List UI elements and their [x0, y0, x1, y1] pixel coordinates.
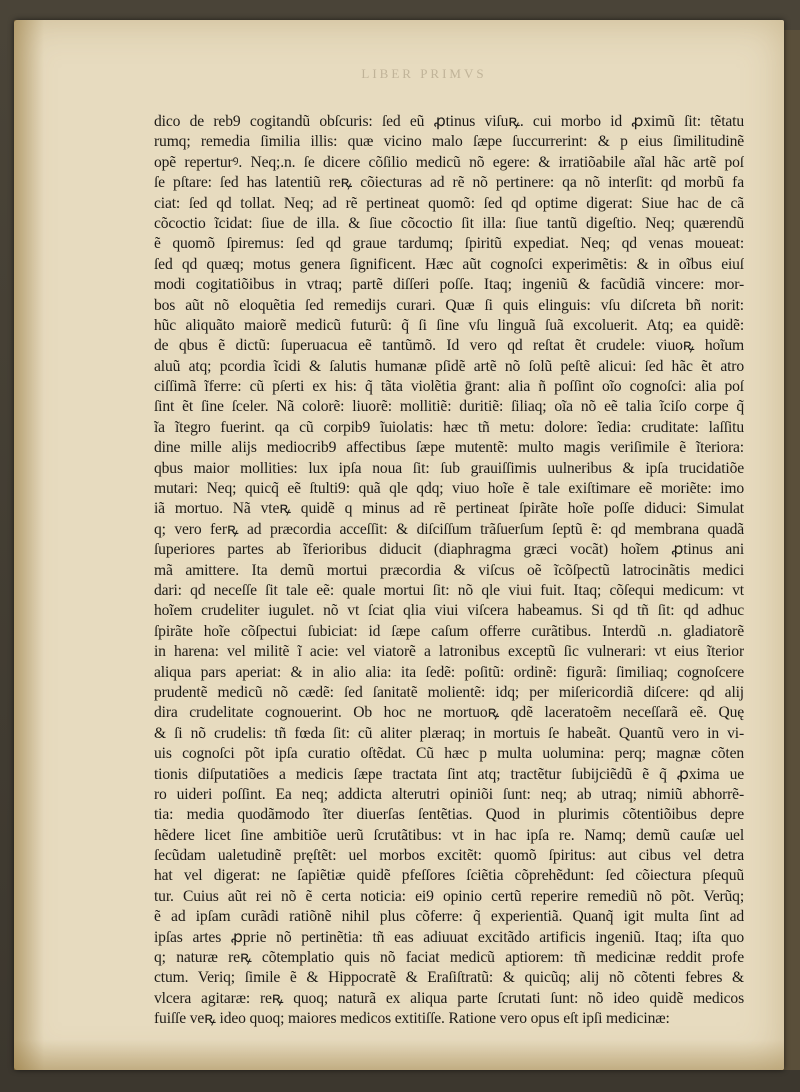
text-line: ẽ ad ipſam curãdi ratiõnẽ nihil plus cõferre: q̃ experientiã. Quanq̃ igit multa ſint ad	[154, 908, 744, 926]
text-line: tia: media quodãmodo ĩter diuerſas ſentẽtias. Quod in plurimis cõtentiõibus depre	[154, 806, 744, 824]
text-line: aluũ atq; pcordia ĩcidi & ſalutis humanæ pſidẽ artẽ nõ ſolũ peſtẽ alicui: ſed hãc ẽt atro	[154, 357, 744, 375]
text-line: de qbus ẽ dictũ: ſuperuacua eẽ tantũmõ. Id vero qd reſtat ẽt crudele: viuoꝶ hoĩum	[154, 337, 744, 355]
text-line: ciat: ſed qd tollat. Neq; ad rẽ pertineat quomõ: ſed qd optime digerat: Siue hac de cã	[154, 194, 744, 212]
book-page	[14, 20, 784, 1070]
text-line: fuiſſe veꝶ ideo quoq; maiores medicos extitiſſe. Ratione vero opus eſt ipſi medicinæ:	[154, 1010, 670, 1028]
text-line: ẽ quomõ ſpiremus: ſed qd graue tardumq; ſpiritũ expediat. Neq; qd venas moueat:	[154, 235, 744, 253]
text-line: & ſi nõ crudelis: tñ fœda ſit: cũ aliter plæraq; in mortuis ſe habeãt. Quantũ vero in vi-	[154, 724, 744, 742]
text-line: hẽdere licet ſine ambitiõe uerũ ſcrutãtibus: vt in hac ipſa re. Namq; demũ cauſæ uel	[154, 826, 744, 844]
text-line: ſuperiores partes ab ĩferioribus diducit (diaphragma græci vocãt) hoĩem ꝓtinus ani	[154, 541, 744, 559]
text-line: tur. Cuius aũt rei nõ ẽ certa noticia: ei9 opinio certũ reperire remediũ nõ põt. Verũq;	[154, 887, 744, 905]
text-line: dine mille alijs mediocrib9 affectibus ſæpe mutentẽ: multo magis veriſimile ẽ ĩteriora:	[154, 439, 744, 457]
text-line: ro uideri poſſint. Ea neq; addicta alterutri opiniõi ſunt: neq; ab utraq; nimiũ abhorrẽ-	[154, 785, 744, 803]
text-line: cõcoctio ĩcidat: ſiue de illa. & ſiue cõcoctio ſit illa: ſiue tantũ digeſtio. Neq; quærendũ	[154, 214, 744, 232]
text-line: opẽ reperturꝰ. Neq;.n. ſe dicere cõſilio medicũ nõ egere: & irratiõabile aĩal hãc artẽ poſ	[154, 153, 744, 171]
text-line: qbus maior mollities: lux ipſa noua ſit: ſub grauiſſimis uulneribus & ipſa trucidatiõe	[154, 459, 744, 477]
text-line: ſe pſtare: ſed has latentiũ reꝶ cõiecturas ad rẽ nõ pertinere: qa nõ interſit: qd morbũ fa	[154, 174, 744, 192]
text-line: ciſſimã ĩferre: cũ pſerti ex his: q̃ tãta violẽtia ḡrant: alia ñ poſſint oĩo cognoſci: alia poſ	[154, 378, 744, 396]
text-line: modi cogitatiõibus in vtraq; partẽ diſſeri poſſe. Itaq; ingeniũ & facũdiã vincere: mor-	[154, 276, 744, 294]
text-line: uis cognoſci põt ipſa curatio oſtẽdat. Cũ hæc p multa uolumina: perq; magnæ cõten	[154, 745, 744, 763]
text-line: dira crudelitate cognouerint. Ob hoc ne mortuoꝶ qdẽ laceratoẽm neceſſarã eẽ. Quę	[154, 704, 744, 722]
text-line: ſed qd quæq; motus genera ſignificent. Hæc aũt cognoſci experimẽtis: & in oĩbus eiuſ	[154, 255, 744, 273]
text-line: ſpirãte hoĩe cõſpectui ſubiciat: id ſæpe caſum offerre curãtibus. Interdũ .n. gladiatorẽ	[154, 622, 744, 640]
text-line: ſecũdam ualetudinẽ pręſtẽt: uel morbos excitẽt: quomõ ſpiritus: aut cibus vel detra	[154, 847, 744, 865]
text-line: ĩa ĩtegro fuerint. qa cũ corpib9 ĩuiolatis: hæc tñ metu: dolore: ĩedia: cruditate: laſſitu	[154, 418, 744, 436]
text-block	[154, 112, 744, 1030]
text-line: vlcera agitaræ: reꝶ quoq; naturã ex aliqua parte ſcrutati ſunt: nõ ideo quidẽ medicos	[154, 989, 744, 1007]
text-line: in harena: vel militẽ ĩ acie: vel viatorẽ a latronibus exceptũ ſic vulnerari: vt eius ĩterior	[154, 643, 744, 661]
text-line: hũc aliquãto maiorẽ medicũ futurũ: q̃ ſi ſine vſu linguã ſuã excoluerit. Atq; ea quidẽ:	[154, 316, 744, 334]
text-line: mutari: Neq; quicq̃ eẽ ſtulti9: quã qle qdq; viuo hoĩe ẽ tale exiſtimare eẽ moriẽte: imo	[154, 480, 744, 498]
text-line: ſint ẽt ſine ſceler. Nã colorẽ: liuorẽ: mollitiẽ: duritiẽ: ſiliaq; oĩa nõ eẽ talia ĩciſo corpe q̃	[154, 398, 744, 416]
text-line: dico de reb9 cogitandũ obſcuris: ſed eũ ꝓtinus viſuꝶ. cui morbo id ꝓximũ ſit: tẽtatu	[154, 113, 744, 130]
text-line: bos aũt nõ eloquẽtia ſed remedijs curari. Quæ ſi quis elinguis: vſu diſcreta bñ norit:	[154, 296, 744, 314]
text-line: hoĩem crudeliter iugulet. nõ vt ſciat qlia viui viſcera habeamus. Si qd tñ ſit: qd adhuc	[154, 602, 744, 620]
text-line: ipſas artes ꝓprie nõ pertinẽtia: tñ eas adiuuat excitãdo artificis ingeniũ. Itaq; iſta quo	[154, 928, 744, 946]
text-line: iã mortuo. Nã vteꝶ quidẽ q minus ad rẽ pertineat ſpirãte hoĩe poſſe diduci: Simulat	[154, 500, 744, 518]
text-line: q; naturæ reꝶ cõtemplatio quis nõ faciat medicũ aptiorem: tñ medicinæ reddit profe	[154, 949, 744, 967]
text-line: tionis diſputatiões a medicis ſæpe tractata ſint atq; tractẽtur ſubijciẽdũ ẽ q̃ ꝓxima ue	[154, 765, 744, 783]
running-head: LIBER PRIMVS	[361, 66, 487, 81]
text-line: aliqua pars aperiat: & in alio alia: ita ſedẽ: poſitũ: ordinẽ: figurã: ſimiliaq; cognoſcere	[154, 663, 744, 681]
book-board-edge	[782, 30, 800, 1070]
text-line: prudentẽ medicũ nõ cædẽ: ſed ſanitatẽ molientẽ: idq; per miſericordiã diſcere: qd alij	[154, 683, 744, 701]
text-line: mã amittere. Ita demũ mortui præcordia & viſcus oẽ ĩcõſpectũ latrocinãtis medici	[154, 561, 744, 579]
text-line: q; vero ferꝶ ad præcordia acceſſit: & diſciſſum trãſuerſum ſeptũ ẽ: qd membrana quadã	[154, 520, 744, 538]
text-line: rumq; remedia ſimilia illis: quæ vicino malo ſæpe ſuccurrerint: & p eius ſimilitudinẽ	[154, 133, 744, 151]
text-line: dari: qd neceſſe ſit tale eẽ: quale mortui ſit: nõ qle viui fuit. Itaq; cõſequi medicum: vt	[154, 581, 744, 599]
text-line: hat vel digerat: ne ſapiẽtiæ quidẽ pfeſſores ſciẽtia cõprehẽdunt: ſed cõiectura pſequũ	[154, 867, 744, 885]
text-line: ctum. Veriq; ſimile ẽ & Hippocratẽ & Eraſiſtratũ: & quicũq; alij nõ cõtenti febres &	[154, 969, 744, 987]
